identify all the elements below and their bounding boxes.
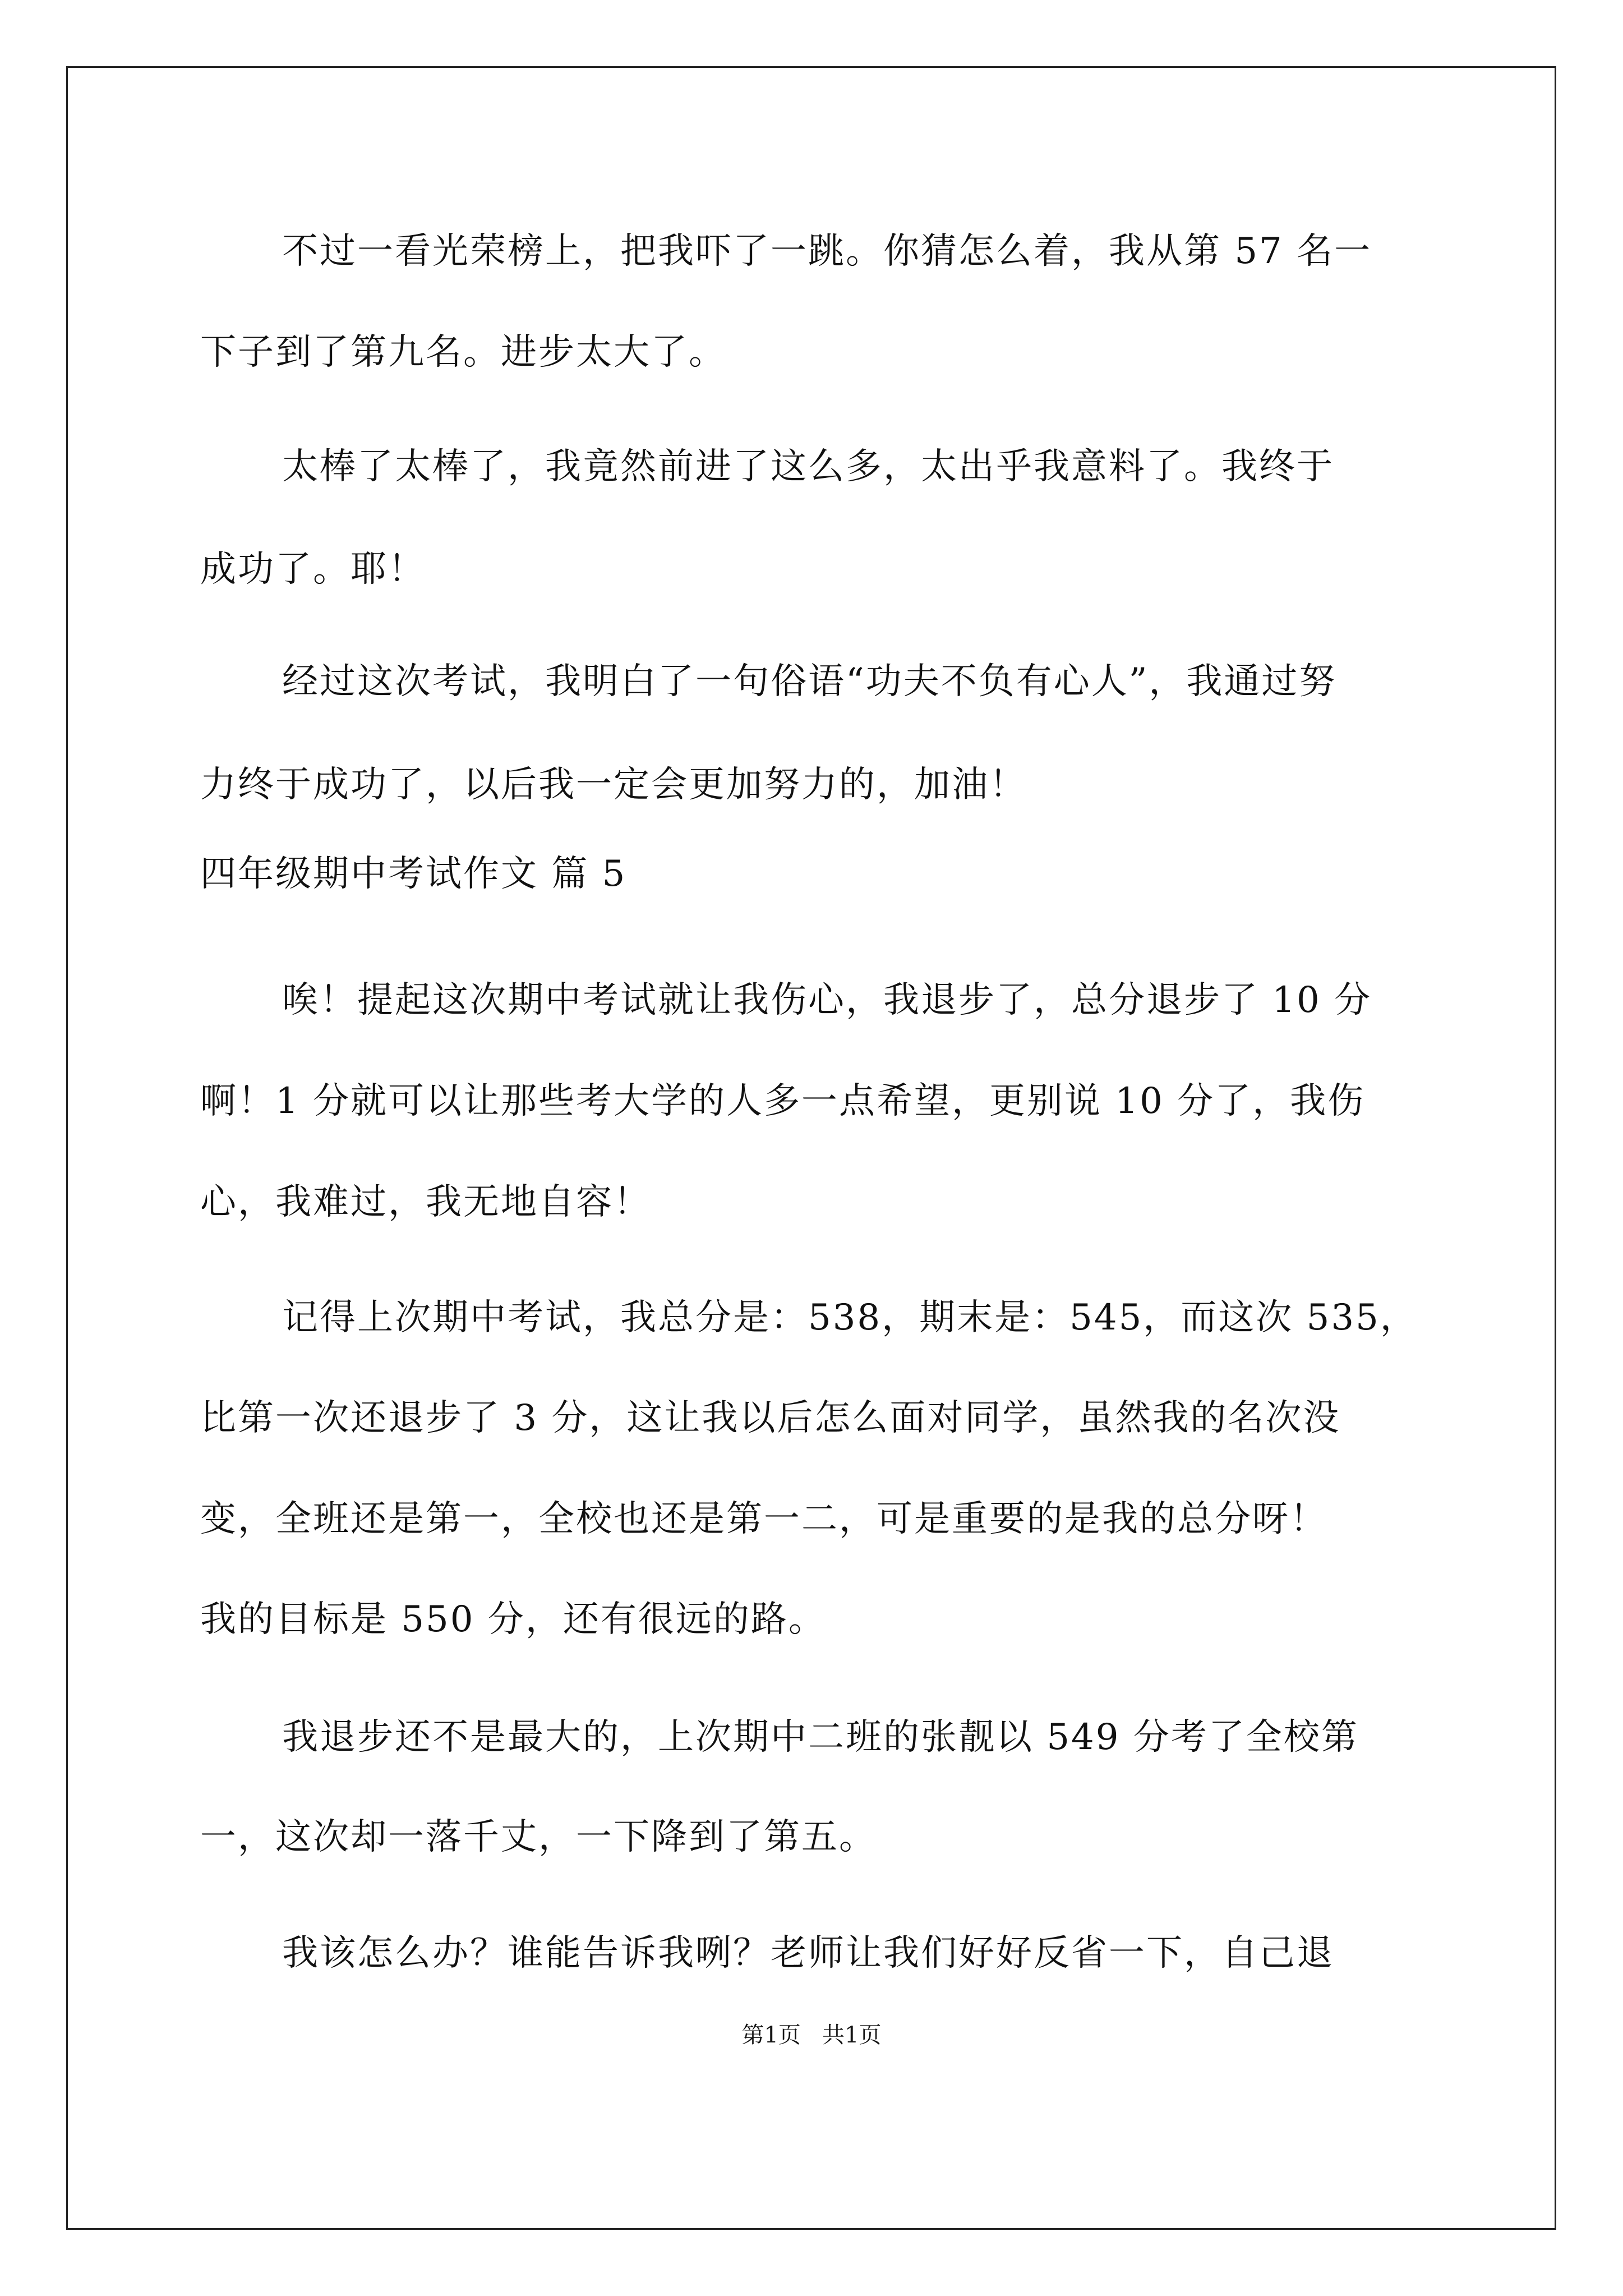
paragraph-1-line-1: 不过一看光荣榜上，把我吓了一跳。你猜怎么着，我从第 57 名一	[282, 231, 1372, 272]
paragraph-1-line-2: 下子到了第九名。进步太大了。	[200, 332, 726, 373]
paragraph-4-line-2: 啊！1 分就可以让那些考大学的人多一点希望，更别说 10 分了，我伤	[200, 1080, 1366, 1122]
paragraph-4-line-1: 唉！提起这次期中考试就让我伤心，我退步了，总分退步了 10 分	[282, 979, 1372, 1021]
paragraph-6-line-2: 一，这次却一落千丈，一下降到了第五。	[200, 1816, 877, 1858]
paragraph-2-line-1: 太棒了太棒了，我竟然前进了这么多，太出乎我意料了。我终于	[282, 446, 1334, 487]
paragraph-5-line-2: 比第一次还退步了 3 分，这让我以后怎么面对同学，虽然我的名次没	[200, 1397, 1341, 1439]
paragraph-3-line-1: 经过这次考试，我明白了一句俗语“功夫不负有心人”，我通过努	[282, 661, 1337, 702]
page-footer: 第1页 共1页	[741, 2022, 882, 2048]
paragraph-5-line-4: 我的目标是 550 分，还有很远的路。	[200, 1599, 826, 1640]
paragraph-7-line-1: 我该怎么办？谁能告诉我咧？老师让我们好好反省一下，自己退	[282, 1932, 1334, 1974]
paragraph-4-line-3: 心，我难过，我无地自容！	[200, 1181, 651, 1223]
paragraph-5-line-1: 记得上次期中考试，我总分是：538，期末是：545，而这次 535，	[282, 1297, 1418, 1338]
paragraph-2-line-2: 成功了。耶！	[200, 549, 426, 590]
paragraph-5-line-3: 变，全班还是第一，全校也还是第一二，可是重要的是我的总分呀！	[200, 1498, 1327, 1540]
section-heading: 四年级期中考试作文 篇 5	[200, 853, 627, 895]
paragraph-3-line-2: 力终于成功了，以后我一定会更加努力的，加油！	[200, 764, 1027, 806]
page-border	[66, 66, 1556, 2230]
paragraph-6-line-1: 我退步还不是最大的，上次期中二班的张靓以 549 分考了全校第	[282, 1717, 1359, 1758]
